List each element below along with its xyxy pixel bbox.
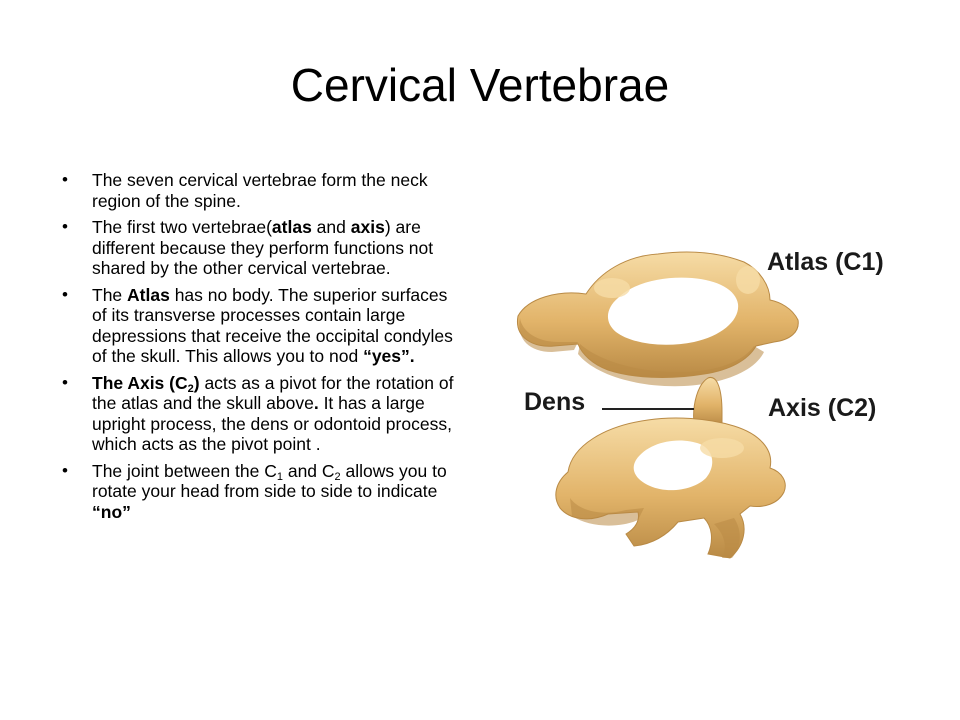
axis-label: Axis (C2) [768, 394, 877, 422]
bullet-list [62, 170, 462, 528]
bullet-item: • The Atlas has no body. The superior surfaces of its transverse processes contain large depressions that receive the occipital condyles of the skull. This allows you to nod “yes”. [62, 285, 462, 367]
axis-bone [556, 377, 785, 558]
bullet-item: • The first two vertebrae(atlas and axis) are different because they perform functions not shared by the other cervical vertebrae. [62, 217, 462, 279]
bullet-item: • The seven cervical vertebrae form the neck region of the spine. [62, 170, 462, 211]
bullet-item: • The Axis $(C_2)$ acts as a pivot for the rotation of the atlas and the skull above. It has a large upright process, the dens or odontoid process, which acts as the pivot point . [62, 373, 462, 455]
atlas-bone [517, 252, 798, 386]
slide-title: Cervical Vertebrae [290, 59, 670, 111]
bullet-item: • The joint between the $C_1$ and $C_2$ allows you to rotate your head from side to side to indicate “no” [62, 461, 462, 523]
atlas-label: Atlas (C1) [767, 248, 884, 276]
dens-label: Dens [524, 388, 586, 416]
vertebrae-illustration [508, 228, 908, 578]
